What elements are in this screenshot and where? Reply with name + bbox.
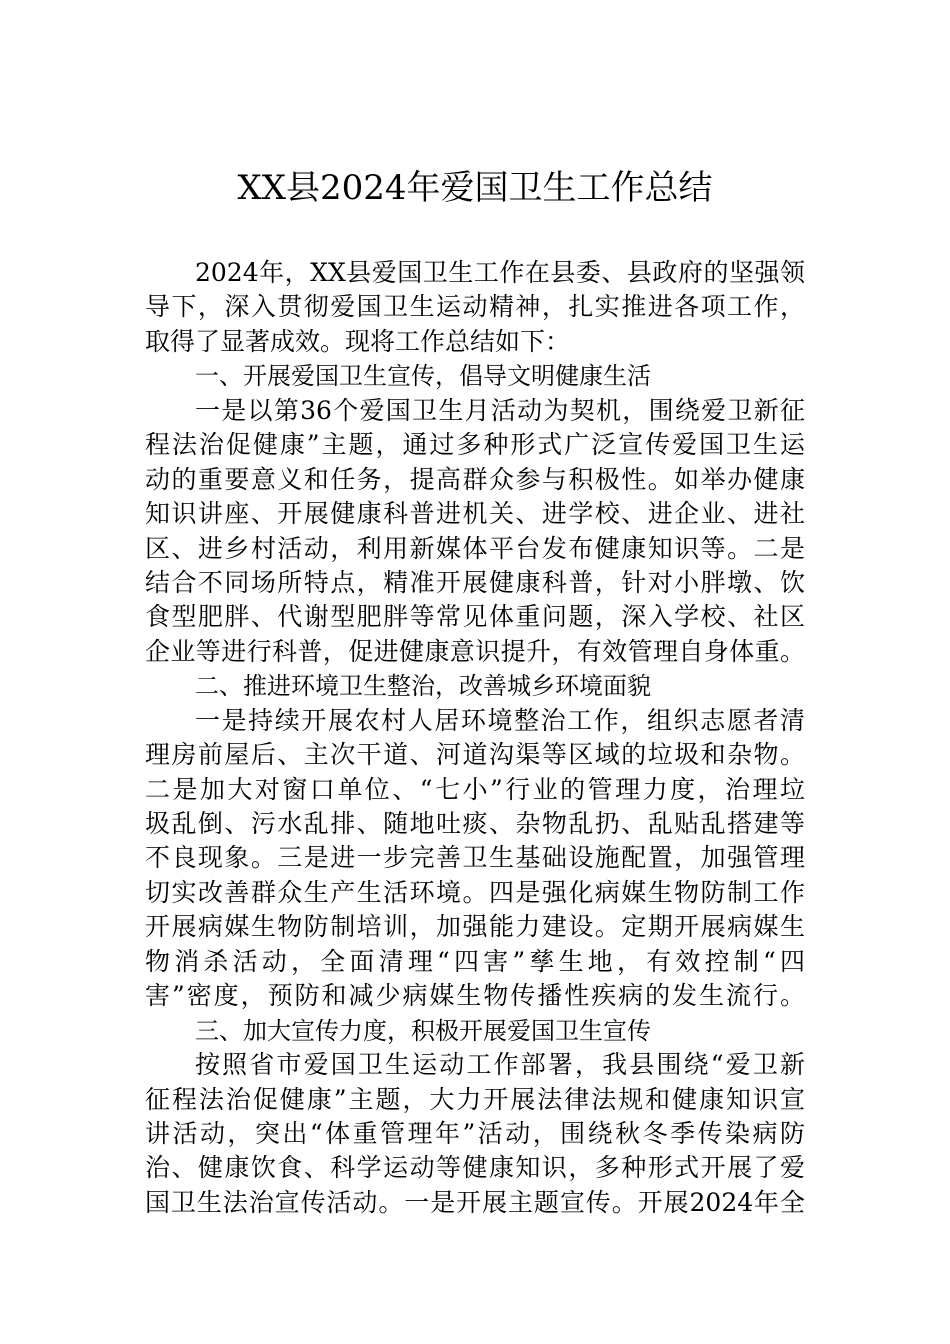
paragraph-line: 切实改善群众生产生活环境。四是强化病媒生物防制工作 bbox=[145, 877, 805, 907]
paragraph-line: 企业等进行科普，促进健康意识提升，有效管理自身体重。 bbox=[145, 636, 805, 666]
paragraph-line: 圾乱倒、污水乱排、随地吐痰、杂物乱扔、乱贴乱搭建等 bbox=[145, 809, 805, 838]
paragraph-line: 不良现象。三是进一步完善卫生基础设施配置，加强管理 bbox=[145, 843, 805, 873]
paragraph-line: 区、进乡村活动，利用新媒体平台发布健康知识等。二是 bbox=[145, 533, 805, 563]
paragraph-line: 一是持续开展农村人居环境整治工作，组织志愿者清 bbox=[195, 705, 805, 735]
paragraph-line: 食型肥胖、代谢型肥胖等常见体重问题，深入学校、社区 bbox=[145, 602, 805, 632]
paragraph-line: 讲活动，突出“体重管理年”活动，围绕秋冬季传染病防 bbox=[145, 1118, 805, 1148]
paragraph-line: 按照省市爱国卫生运动工作部署，我县围绕“爱卫新 bbox=[195, 1050, 805, 1080]
paragraph-line: 理房前屋后、主次干道、河道沟渠等区域的垃圾和杂物。 bbox=[145, 740, 805, 770]
paragraph-line: 动的重要意义和任务，提高群众参与积极性。如举办健康 bbox=[145, 464, 805, 494]
section-heading: 三、加大宣传力度，积极开展爱国卫生宣传 bbox=[195, 1016, 651, 1045]
paragraph-line: 治、健康饮食、科学运动等健康知识，多种形式开展了爱 bbox=[145, 1153, 805, 1183]
paragraph-line: 程法治促健康”主题，通过多种形式广泛宣传爱国卫生运 bbox=[145, 430, 805, 460]
section-heading: 一、开展爱国卫生宣传，倡导文明健康生活 bbox=[195, 362, 651, 391]
document-title: XX县2024年爱国卫生工作总结 bbox=[237, 168, 713, 208]
paragraph-line: 一是以第36个爱国卫生月活动为契机，围绕爱卫新征 bbox=[195, 395, 805, 425]
paragraph-line: 2024年，XX县爱国卫生工作在县委、县政府的坚强领 bbox=[195, 258, 805, 287]
paragraph-line: 物消杀活动，全面清理“四害”孳生地，有效控制“四 bbox=[145, 946, 805, 976]
paragraph-line: 开展病媒生物防制培训，加强能力建设。定期开展病媒生 bbox=[145, 912, 805, 942]
paragraph-line: 二是加大对窗口单位、“七小”行业的管理力度，治理垃 bbox=[145, 774, 805, 804]
paragraph-line: 取得了显著成效。现将工作总结如下： bbox=[145, 326, 571, 356]
paragraph-line: 导下，深入贯彻爱国卫生运动精神，扎实推进各项工作， bbox=[145, 292, 805, 322]
paragraph-line: 征程法治促健康”主题，大力开展法律法规和健康知识宣 bbox=[145, 1084, 805, 1114]
paragraph-line: 结合不同场所特点，精准开展健康科普，针对小胖墩、饮 bbox=[145, 567, 805, 597]
paragraph-line: 知识讲座、开展健康科普进机关、进学校、进企业、进社 bbox=[145, 499, 805, 529]
paragraph-line: 害”密度，预防和减少病媒生物传播性疾病的发生流行。 bbox=[145, 981, 805, 1011]
paragraph-line: 国卫生法治宣传活动。一是开展主题宣传。开展2024年全 bbox=[145, 1187, 805, 1217]
section-heading: 二、推进环境卫生整治，改善城乡环境面貌 bbox=[195, 672, 651, 701]
document-body bbox=[145, 256, 805, 1220]
